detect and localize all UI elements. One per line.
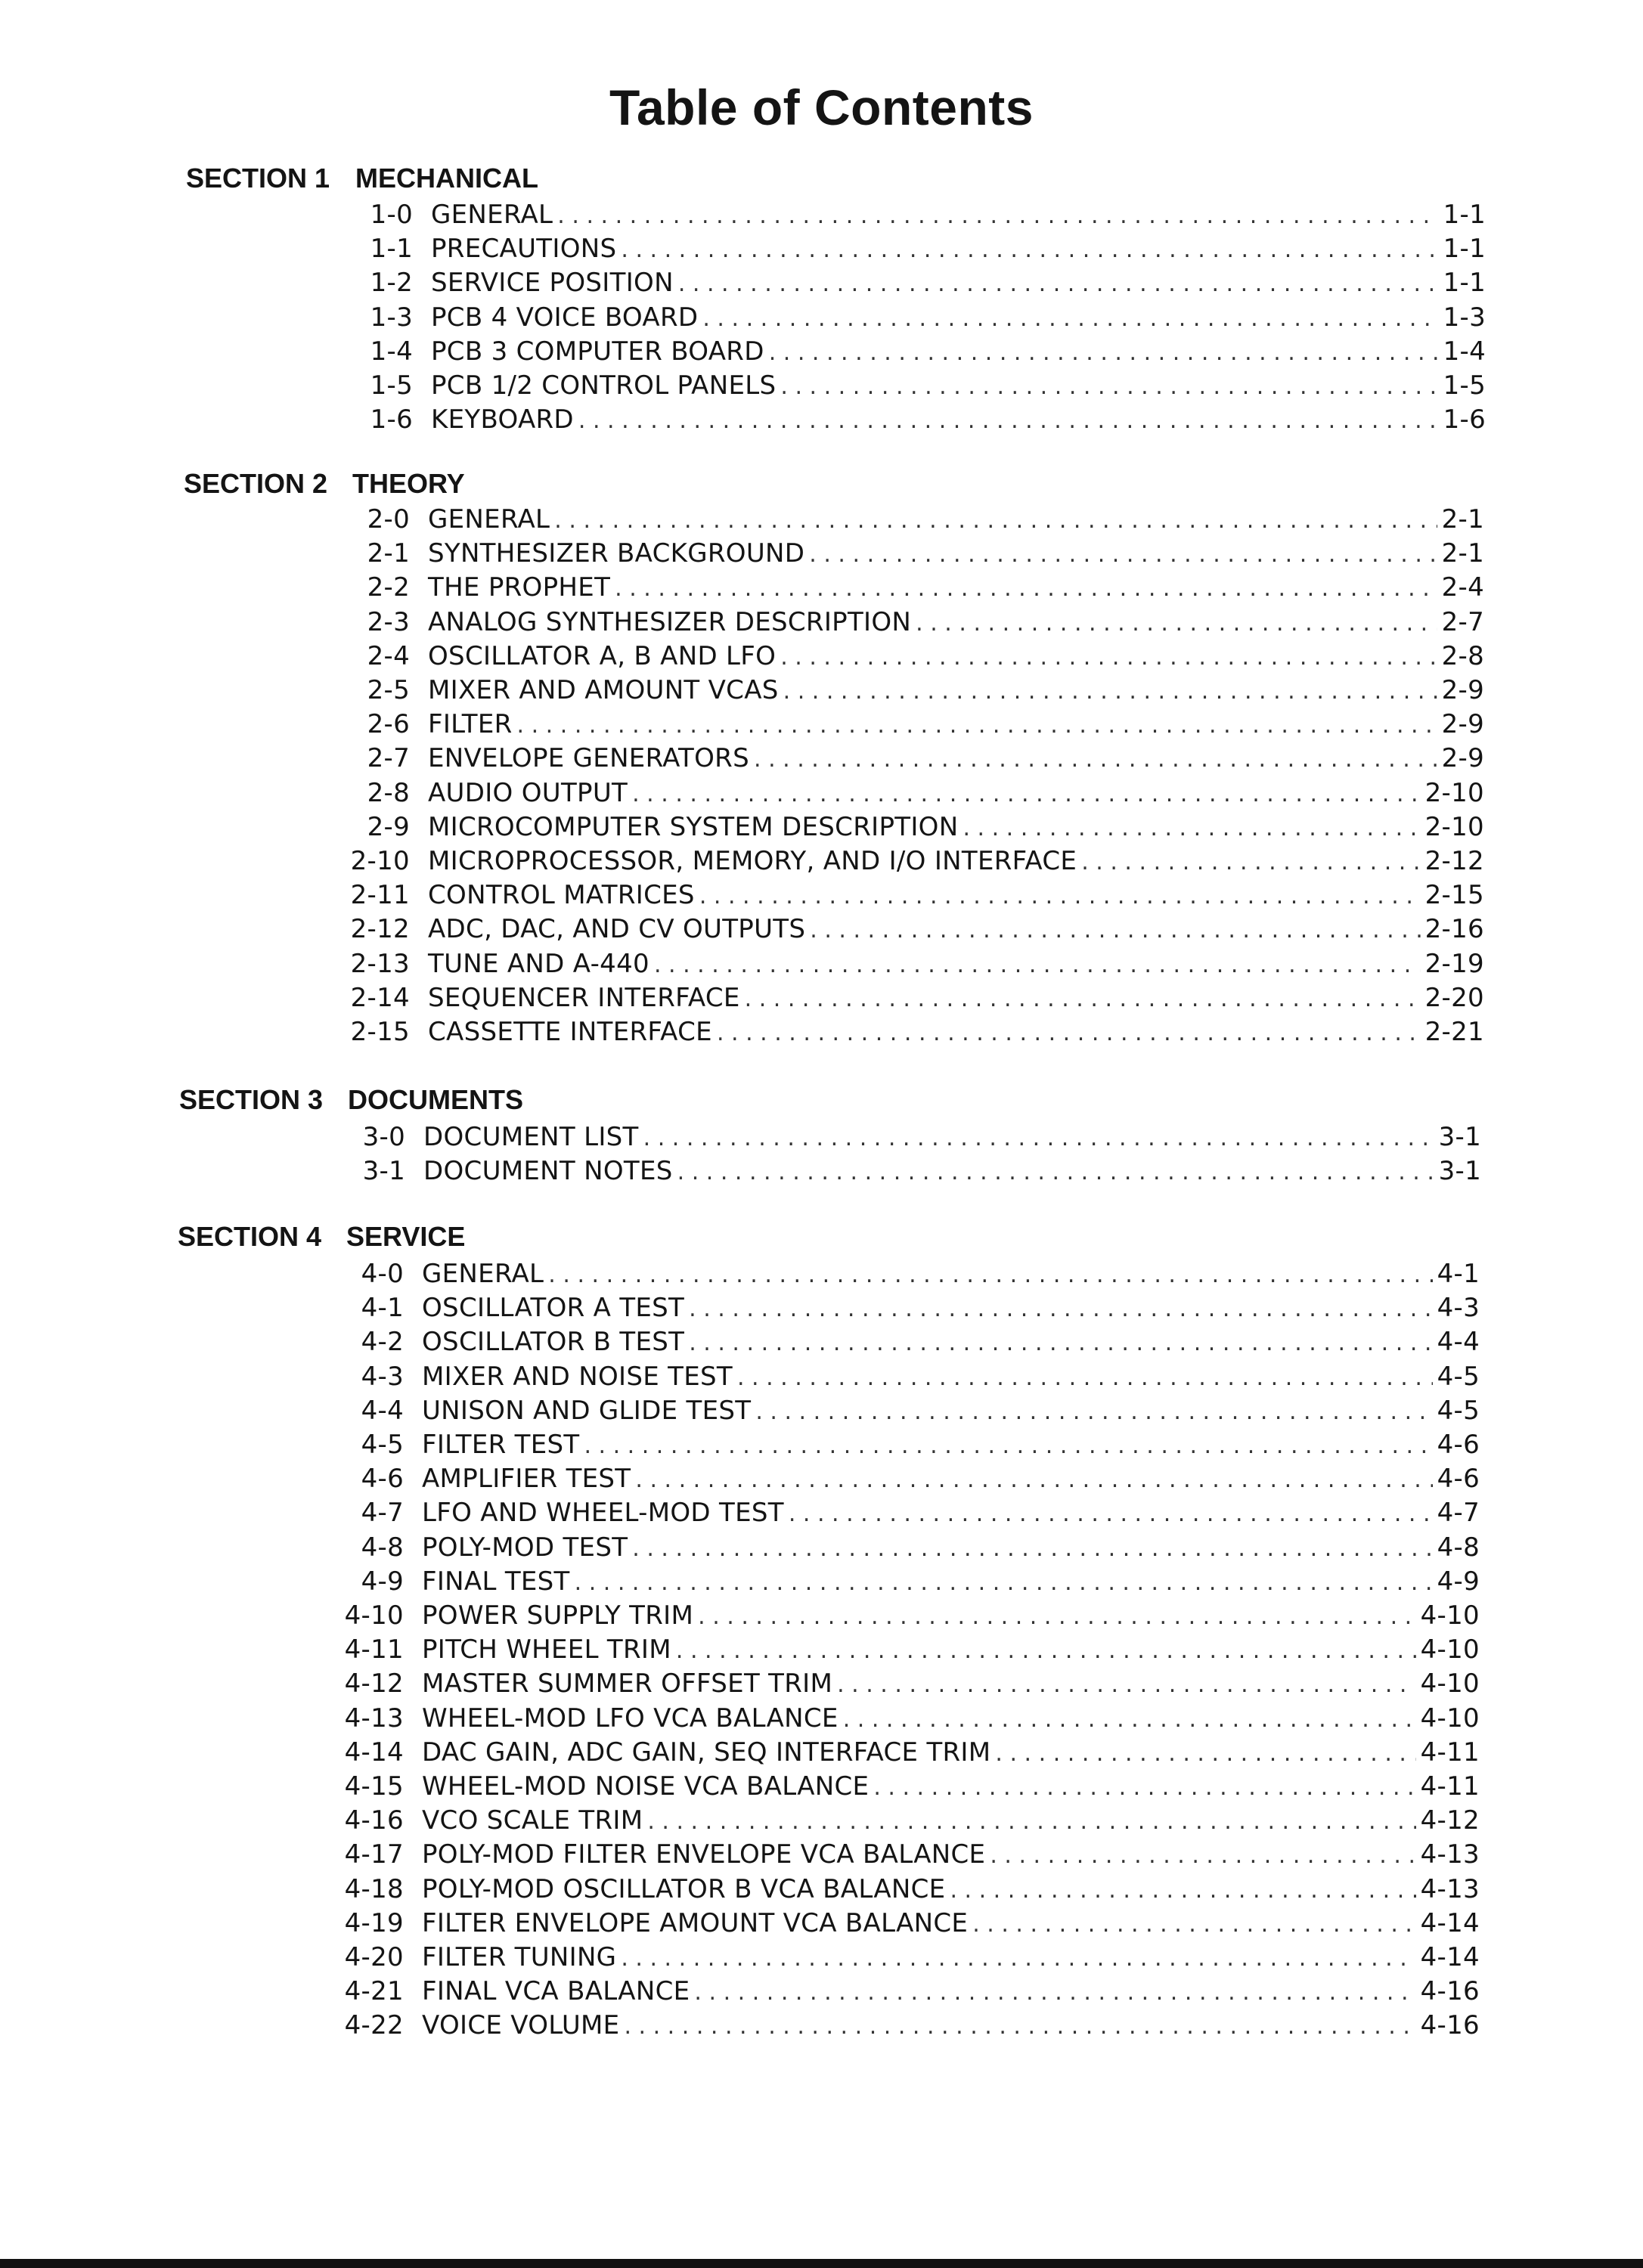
toc-entry[interactable] xyxy=(352,335,1486,368)
entry-page-number: 4-6 xyxy=(1437,1464,1480,1494)
entry-number: 1-0 xyxy=(370,200,413,230)
entry-label: WHEEL-MOD LFO VCA BALANCE xyxy=(422,1703,839,1734)
page-title: Table of Contents xyxy=(609,79,1034,135)
dot-leader xyxy=(643,1122,1434,1155)
toc-entry[interactable] xyxy=(349,844,1484,878)
entry-label: PCB 3 COMPUTER BOARD xyxy=(431,336,764,367)
entry-number: 4-19 xyxy=(344,1908,404,1938)
entry-page-number: 3-1 xyxy=(1438,1156,1481,1186)
section-number: SECTION 1 xyxy=(186,163,330,194)
entry-label: MICROPROCESSOR, MEMORY, AND I/O INTERFACE xyxy=(428,846,1077,876)
dot-leader xyxy=(689,1293,1432,1326)
dot-leader xyxy=(950,1874,1415,1907)
dot-leader xyxy=(873,1771,1415,1805)
entry-page-number: 4-9 xyxy=(1437,1566,1480,1597)
entry-number: 1-6 xyxy=(370,404,413,435)
entry-number: 2-10 xyxy=(350,846,410,876)
entry-label: OSCILLATOR B TEST xyxy=(422,1327,685,1357)
entry-number: 1-4 xyxy=(370,336,413,367)
entry-page-number: 1-1 xyxy=(1443,200,1486,230)
entry-number: 1-2 xyxy=(370,268,413,298)
entry-number: 3-1 xyxy=(362,1156,405,1186)
entry-label: POWER SUPPLY TRIM xyxy=(422,1600,694,1631)
entry-number: 4-20 xyxy=(344,1942,404,1972)
entry-page-number: 4-7 xyxy=(1437,1498,1480,1528)
dot-leader xyxy=(554,504,1437,538)
dot-leader xyxy=(624,2010,1415,2043)
entry-label: POLY-MOD FILTER ENVELOPE VCA BALANCE xyxy=(422,1839,986,1870)
entry-page-number: 4-16 xyxy=(1420,1976,1480,2006)
entry-label: FINAL TEST xyxy=(422,1566,570,1597)
entry-page-number: 2-12 xyxy=(1424,846,1484,876)
entry-page-number: 4-13 xyxy=(1420,1839,1480,1870)
entry-label: GENERAL xyxy=(431,200,553,230)
entry-page-number: 4-4 xyxy=(1437,1327,1480,1357)
entry-label: ADC, DAC, AND CV OUTPUTS xyxy=(428,914,806,944)
dot-leader xyxy=(737,1362,1433,1395)
entry-label: WHEEL-MOD NOISE VCA BALANCE xyxy=(422,1771,870,1802)
toc-entry[interactable] xyxy=(345,1154,1481,1188)
entry-label: AUDIO OUTPUT xyxy=(428,778,628,808)
toc-entry[interactable] xyxy=(349,503,1484,536)
entry-number: 4-17 xyxy=(344,1839,404,1870)
entry-page-number: 2-16 xyxy=(1424,914,1484,944)
entry-page-number: 4-12 xyxy=(1420,1805,1480,1836)
entry-page-number: 2-4 xyxy=(1441,572,1484,603)
entry-label: PCB 1/2 CONTROL PANELS xyxy=(431,370,777,401)
toc-entry[interactable] xyxy=(343,1599,1480,1632)
entry-page-number: 4-10 xyxy=(1420,1668,1480,1699)
entry-number: 4-9 xyxy=(361,1566,404,1597)
entry-page-number: 4-16 xyxy=(1420,2010,1480,2040)
dot-leader xyxy=(584,1430,1432,1463)
dot-leader xyxy=(783,675,1437,708)
entry-label: ANALOG SYNTHESIZER DESCRIPTION xyxy=(428,607,912,637)
entry-label: GENERAL xyxy=(428,504,550,534)
entry-page-number: 1-1 xyxy=(1443,268,1486,298)
toc-entry[interactable] xyxy=(343,2009,1480,2042)
entry-label: FILTER TEST xyxy=(422,1430,580,1460)
toc-entry[interactable] xyxy=(343,1804,1480,1837)
toc-entry[interactable] xyxy=(343,1462,1480,1495)
entry-number: 4-12 xyxy=(344,1668,404,1699)
dot-leader xyxy=(647,1805,1415,1839)
dot-leader xyxy=(698,1600,1415,1634)
entry-page-number: 1-1 xyxy=(1443,234,1486,264)
entry-page-number: 2-20 xyxy=(1424,983,1484,1013)
entry-number: 4-22 xyxy=(344,2010,404,2040)
entry-number: 2-2 xyxy=(367,572,410,603)
entry-number: 4-6 xyxy=(361,1464,404,1494)
dot-leader xyxy=(789,1498,1433,1531)
entry-number: 1-3 xyxy=(370,302,413,333)
entry-number: 4-2 xyxy=(361,1327,404,1357)
page-bottom-rule xyxy=(0,2259,1643,2268)
entry-label: MIXER AND AMOUNT VCAS xyxy=(428,675,779,705)
dot-leader xyxy=(678,268,1439,301)
dot-leader xyxy=(694,1976,1415,2009)
toc-entry[interactable] xyxy=(343,1736,1480,1769)
section-heading xyxy=(0,1220,1643,1253)
dot-leader xyxy=(810,914,1420,947)
entry-label: GENERAL xyxy=(422,1259,544,1289)
entry-number: 3-0 xyxy=(362,1122,405,1152)
entry-number: 4-10 xyxy=(344,1600,404,1631)
entry-page-number: 2-9 xyxy=(1441,675,1484,705)
entry-label: MASTER SUMMER OFFSET TRIM xyxy=(422,1668,833,1699)
entry-label: FINAL VCA BALANCE xyxy=(422,1976,690,2006)
toc-entry[interactable] xyxy=(349,640,1484,673)
entry-label: PCB 4 VOICE BOARD xyxy=(431,302,699,333)
toc-entry[interactable] xyxy=(343,1325,1480,1359)
section-number: SECTION 3 xyxy=(179,1084,324,1115)
entry-page-number: 4-14 xyxy=(1420,1908,1480,1938)
toc-entry[interactable] xyxy=(349,981,1484,1015)
dot-leader xyxy=(699,880,1421,913)
entry-number: 2-5 xyxy=(367,675,410,705)
section-title: SERVICE xyxy=(346,1221,466,1252)
entry-label: DAC GAIN, ADC GAIN, SEQ INTERFACE TRIM xyxy=(422,1737,991,1768)
entry-number: 4-16 xyxy=(344,1805,404,1836)
entry-page-number: 2-7 xyxy=(1441,607,1484,637)
dot-leader xyxy=(702,302,1438,336)
entry-label: DOCUMENT LIST xyxy=(423,1122,639,1152)
entry-label: OSCILLATOR A TEST xyxy=(422,1293,685,1323)
entry-number: 4-8 xyxy=(361,1532,404,1563)
entry-number: 2-8 xyxy=(367,778,410,808)
section-title: DOCUMENTS xyxy=(348,1084,523,1115)
toc-entry[interactable] xyxy=(349,776,1484,810)
toc-entry[interactable] xyxy=(343,1838,1480,1871)
toc-entry[interactable] xyxy=(349,810,1484,844)
dot-leader xyxy=(916,607,1437,640)
entry-number: 2-1 xyxy=(367,538,410,569)
entry-label: SERVICE POSITION xyxy=(431,268,674,298)
dot-leader xyxy=(769,336,1439,370)
toc-entry[interactable] xyxy=(349,708,1484,741)
dot-leader xyxy=(557,200,1438,233)
entry-page-number: 1-4 xyxy=(1443,336,1486,367)
entry-label: DOCUMENT NOTES xyxy=(423,1156,673,1186)
toc-entry[interactable] xyxy=(343,1667,1480,1700)
entry-page-number: 2-10 xyxy=(1424,778,1484,808)
entry-number: 2-11 xyxy=(350,880,410,910)
dot-leader xyxy=(754,743,1437,776)
entry-page-number: 4-1 xyxy=(1437,1259,1480,1289)
entry-page-number: 2-9 xyxy=(1441,743,1484,773)
entry-label: ENVELOPE GENERATORS xyxy=(428,743,749,773)
entry-page-number: 2-10 xyxy=(1424,812,1484,842)
entry-label: CASSETTE INTERFACE xyxy=(428,1017,712,1047)
entry-page-number: 2-8 xyxy=(1441,641,1484,671)
entry-number: 4-21 xyxy=(344,1976,404,2006)
entry-number: 4-11 xyxy=(344,1634,404,1665)
entry-label: PRECAUTIONS xyxy=(431,234,617,264)
toc-entry[interactable] xyxy=(352,403,1486,436)
entry-label: OSCILLATOR A, B AND LFO xyxy=(428,641,777,671)
dot-leader xyxy=(837,1668,1416,1702)
toc-entry[interactable] xyxy=(349,537,1484,570)
dot-leader xyxy=(635,1464,1432,1497)
entry-number: 1-1 xyxy=(370,234,413,264)
toc-entry[interactable] xyxy=(343,1291,1480,1325)
entry-page-number: 2-9 xyxy=(1441,709,1484,739)
dot-leader xyxy=(548,1259,1432,1292)
section-heading xyxy=(0,467,1643,500)
section-number: SECTION 4 xyxy=(178,1221,322,1252)
section-number: SECTION 2 xyxy=(184,468,328,499)
entry-label: MIXER AND NOISE TEST xyxy=(422,1362,733,1392)
entry-number: 2-13 xyxy=(350,949,410,979)
entry-page-number: 4-6 xyxy=(1437,1430,1480,1460)
entry-number: 4-3 xyxy=(361,1362,404,1392)
toc-entry[interactable] xyxy=(352,198,1486,231)
entry-label: TUNE AND A-440 xyxy=(428,949,649,979)
toc-entry[interactable] xyxy=(343,1907,1480,1940)
entry-number: 4-7 xyxy=(361,1498,404,1528)
entry-number: 2-6 xyxy=(367,709,410,739)
entry-label: FILTER ENVELOPE AMOUNT VCA BALANCE xyxy=(422,1908,969,1938)
dot-leader xyxy=(745,983,1421,1016)
entry-label: FILTER xyxy=(428,709,513,739)
entry-number: 2-3 xyxy=(367,607,410,637)
entry-page-number: 4-11 xyxy=(1420,1737,1480,1768)
entry-number: 4-14 xyxy=(344,1737,404,1768)
entry-label: POLY-MOD TEST xyxy=(422,1532,628,1563)
toc-entry[interactable] xyxy=(349,606,1484,639)
toc-entry[interactable] xyxy=(343,1770,1480,1803)
toc-entry[interactable] xyxy=(349,742,1484,775)
entry-number: 4-4 xyxy=(361,1396,404,1426)
toc-entry[interactable] xyxy=(352,232,1486,265)
entry-number: 2-7 xyxy=(367,743,410,773)
entry-page-number: 4-10 xyxy=(1420,1600,1480,1631)
dot-leader xyxy=(990,1839,1415,1873)
entry-number: 4-18 xyxy=(344,1874,404,1904)
entry-label: THE PROPHET xyxy=(428,572,611,603)
dot-leader xyxy=(621,1942,1415,1975)
dot-leader xyxy=(780,370,1438,404)
dot-leader xyxy=(575,1566,1433,1600)
entry-label: LFO AND WHEEL-MOD TEST xyxy=(422,1498,784,1528)
dot-leader xyxy=(780,641,1437,674)
dot-leader xyxy=(972,1908,1415,1941)
section-title: MECHANICAL xyxy=(355,163,538,194)
entry-page-number: 4-3 xyxy=(1437,1293,1480,1323)
entry-number: 4-1 xyxy=(361,1293,404,1323)
entry-number: 2-15 xyxy=(350,1017,410,1047)
toc-entry[interactable] xyxy=(343,1941,1480,1974)
dot-leader xyxy=(621,234,1438,267)
dot-leader xyxy=(615,572,1437,606)
entry-label: CONTROL MATRICES xyxy=(428,880,695,910)
entry-page-number: 4-5 xyxy=(1437,1396,1480,1426)
toc-entry[interactable] xyxy=(349,571,1484,604)
dot-leader xyxy=(676,1634,1416,1668)
dot-leader xyxy=(995,1737,1415,1771)
toc-entry[interactable] xyxy=(343,1702,1480,1735)
entry-label: KEYBOARD xyxy=(431,404,574,435)
dot-leader xyxy=(654,949,1421,982)
toc-entry[interactable] xyxy=(349,674,1484,707)
toc-entry[interactable] xyxy=(349,947,1484,981)
toc-entry[interactable] xyxy=(349,1015,1484,1049)
section-heading xyxy=(0,1083,1643,1117)
entry-label: POLY-MOD OSCILLATOR B VCA BALANCE xyxy=(422,1874,946,1904)
entry-page-number: 1-3 xyxy=(1443,302,1486,333)
entry-label: AMPLIFIER TEST xyxy=(422,1464,631,1494)
toc-entry[interactable] xyxy=(349,912,1484,946)
entry-page-number: 2-15 xyxy=(1424,880,1484,910)
entry-number: 1-5 xyxy=(370,370,413,401)
toc-entry[interactable] xyxy=(343,1428,1480,1461)
entry-page-number: 2-19 xyxy=(1424,949,1484,979)
dot-leader xyxy=(843,1703,1416,1737)
entry-label: UNISON AND GLIDE TEST xyxy=(422,1396,752,1426)
toc-entry[interactable] xyxy=(352,301,1486,334)
dot-leader xyxy=(632,778,1421,811)
dot-leader xyxy=(1081,846,1420,879)
entry-number: 4-0 xyxy=(361,1259,404,1289)
toc-entry[interactable] xyxy=(345,1120,1481,1154)
entry-number: 2-4 xyxy=(367,641,410,671)
entry-page-number: 2-1 xyxy=(1441,504,1484,534)
entry-number: 2-9 xyxy=(367,812,410,842)
toc-entry[interactable] xyxy=(343,1975,1480,2008)
dot-leader xyxy=(689,1327,1432,1360)
toc-entry[interactable] xyxy=(349,878,1484,912)
toc-entry[interactable] xyxy=(343,1531,1480,1564)
entry-page-number: 3-1 xyxy=(1438,1122,1481,1152)
toc-entry[interactable] xyxy=(352,369,1486,402)
dot-leader xyxy=(963,812,1420,845)
entry-label: VCO SCALE TRIM xyxy=(422,1805,643,1836)
entry-number: 2-12 xyxy=(350,914,410,944)
toc-entry[interactable] xyxy=(343,1257,1480,1290)
entry-page-number: 4-10 xyxy=(1420,1703,1480,1734)
entry-number: 2-14 xyxy=(350,983,410,1013)
section-heading xyxy=(0,162,1643,195)
entry-page-number: 1-6 xyxy=(1443,404,1486,435)
entry-page-number: 1-5 xyxy=(1443,370,1486,401)
entry-label: MICROCOMPUTER SYSTEM DESCRIPTION xyxy=(428,812,959,842)
toc-entry[interactable] xyxy=(343,1394,1480,1427)
entry-label: SYNTHESIZER BACKGROUND xyxy=(428,538,805,569)
entry-page-number: 4-13 xyxy=(1420,1874,1480,1904)
entry-label: PITCH WHEEL TRIM xyxy=(422,1634,671,1665)
entry-label: SEQUENCER INTERFACE xyxy=(428,983,740,1013)
entry-number: 4-13 xyxy=(344,1703,404,1734)
entry-page-number: 4-14 xyxy=(1420,1942,1480,1972)
entry-page-number: 4-11 xyxy=(1420,1771,1480,1802)
entry-number: 2-0 xyxy=(367,504,410,534)
toc-entry[interactable] xyxy=(343,1496,1480,1529)
toc-entry[interactable] xyxy=(343,1565,1480,1598)
entry-label: FILTER TUNING xyxy=(422,1942,617,1972)
dot-leader xyxy=(632,1532,1432,1566)
entry-number: 4-5 xyxy=(361,1430,404,1460)
toc-entry[interactable] xyxy=(343,1360,1480,1393)
toc-entry[interactable] xyxy=(352,266,1486,299)
entry-page-number: 4-10 xyxy=(1420,1634,1480,1665)
entry-page-number: 2-21 xyxy=(1424,1017,1484,1047)
entry-page-number: 4-5 xyxy=(1437,1362,1480,1392)
toc-entry[interactable] xyxy=(343,1873,1480,1906)
dot-leader xyxy=(517,709,1437,742)
section-title: THEORY xyxy=(352,468,465,499)
entry-page-number: 4-8 xyxy=(1437,1532,1480,1563)
dot-leader xyxy=(677,1156,1434,1189)
entry-number: 4-15 xyxy=(344,1771,404,1802)
dot-leader xyxy=(578,404,1439,438)
dot-leader xyxy=(717,1017,1421,1050)
dot-leader xyxy=(809,538,1437,572)
toc-entry[interactable] xyxy=(343,1633,1480,1666)
entry-page-number: 2-1 xyxy=(1441,538,1484,569)
entry-label: VOICE VOLUME xyxy=(422,2010,620,2040)
dot-leader xyxy=(755,1396,1432,1429)
